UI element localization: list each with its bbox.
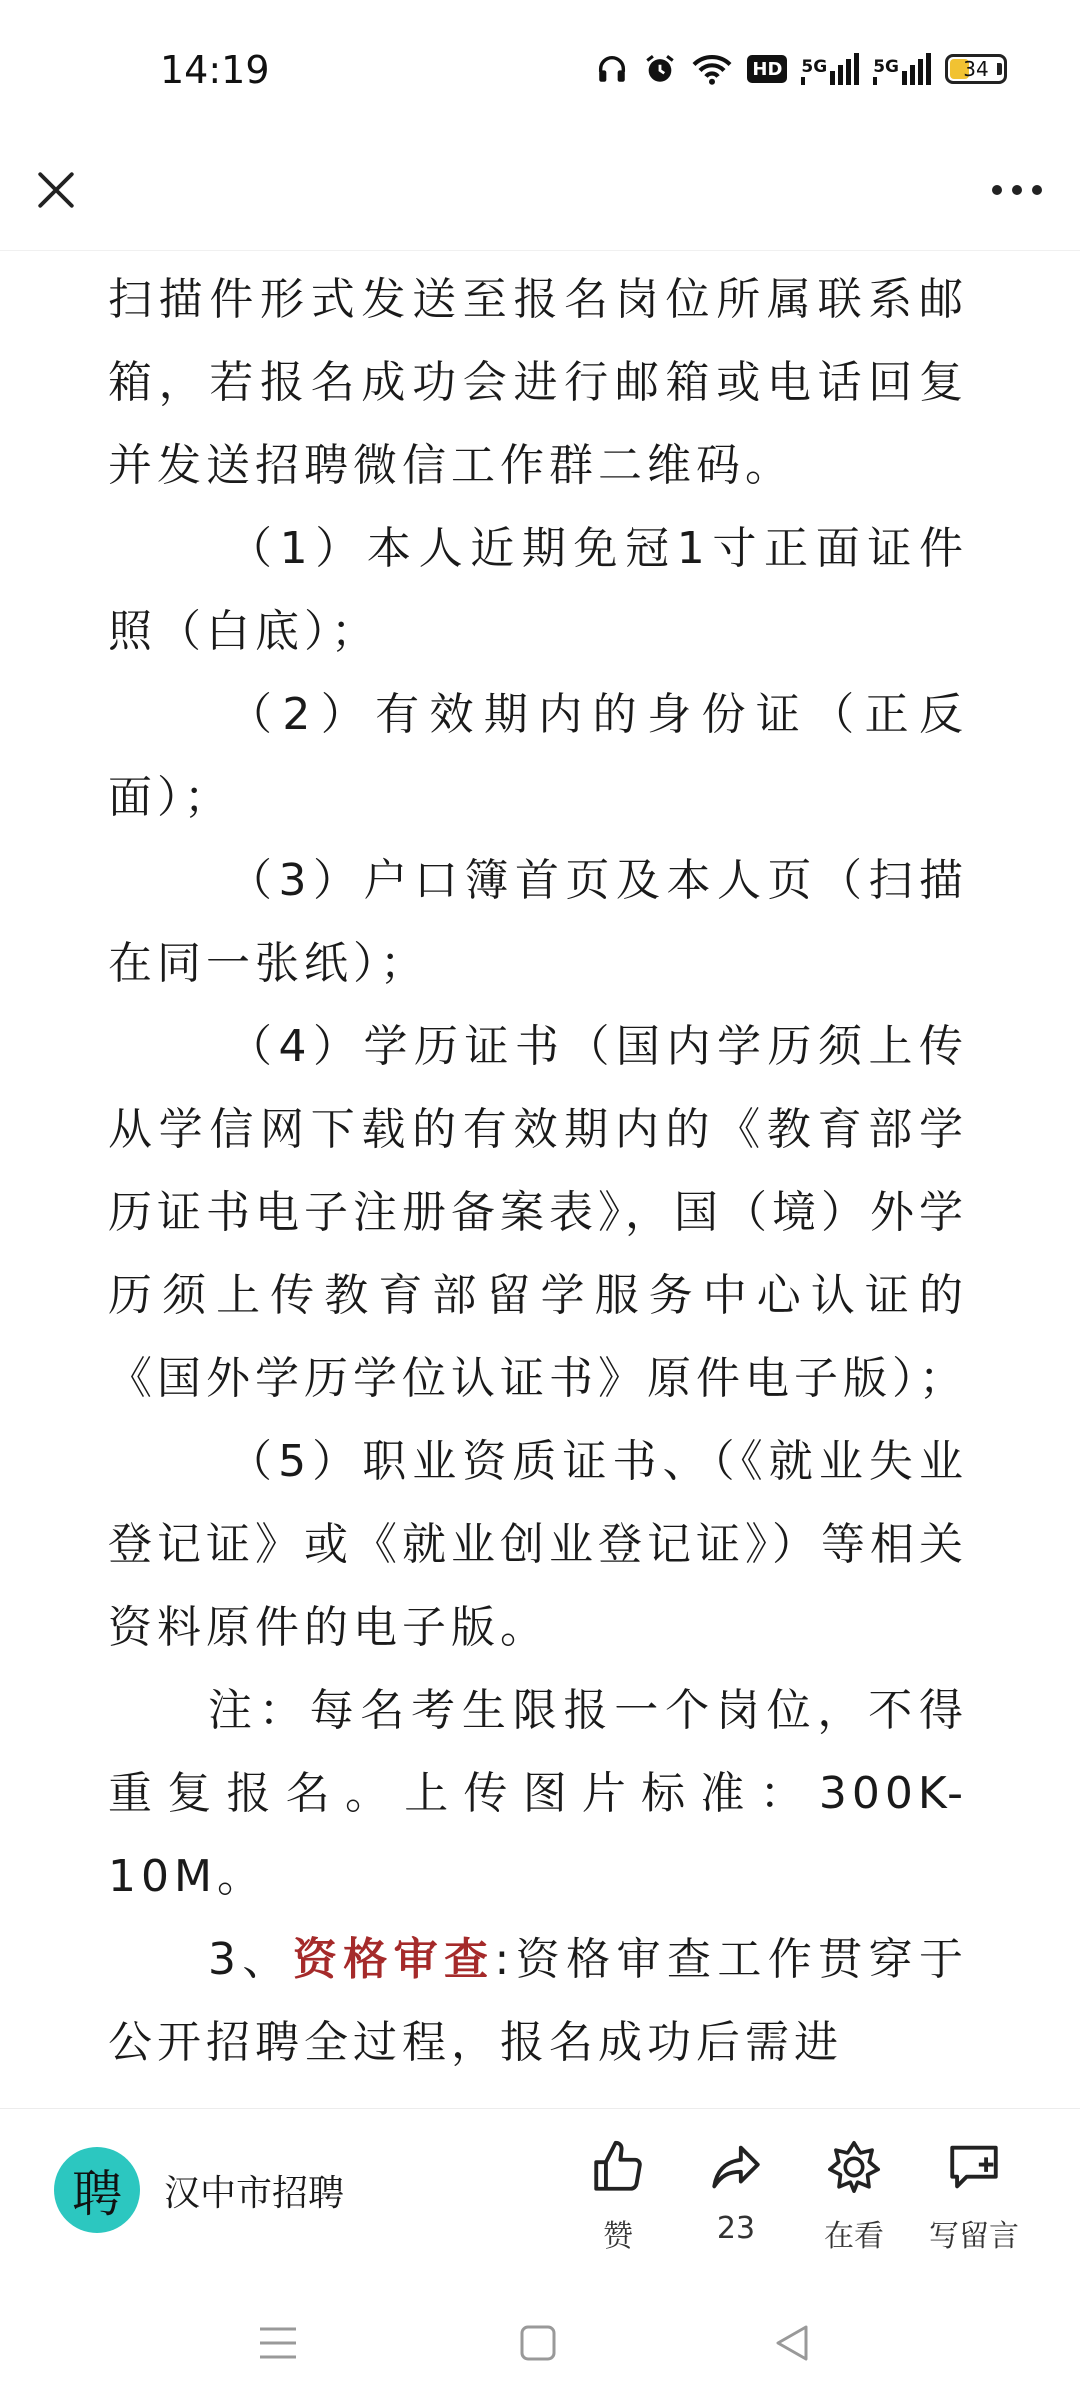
paragraph: （3）户口簿首页及本人页（扫描在同一张纸）；	[108, 855, 968, 989]
section-text: :资格审查工作贯穿于公开招聘全过程，报名成功后需进	[108, 1934, 968, 2068]
more-button[interactable]	[982, 160, 1052, 220]
status-bar	[0, 0, 1080, 140]
more-icon	[990, 183, 1044, 197]
battery	[945, 54, 1007, 84]
alarm-icon	[643, 46, 677, 92]
paragraph-section-3	[108, 1918, 968, 2084]
home-button[interactable]	[508, 2313, 568, 2373]
menu-icon	[258, 2325, 298, 2361]
article-body	[108, 258, 968, 2108]
paragraph: （5）职业资质证书、（《就业失业登记证》或《就业创业登记证》）等相关资料原件的电子版。	[108, 1436, 968, 1653]
status-time: 14:19	[160, 48, 270, 92]
thumbs-up-icon	[589, 2135, 647, 2199]
wow-button[interactable]	[794, 2135, 914, 2255]
paragraph: （2）有效期内的身份证（正反面）；	[108, 689, 968, 823]
paragraph: 扫描件形式发送至报名岗位所属联系邮箱，若报名成功会进行邮箱或电话回复并发送招聘微信工作群二维码。	[108, 274, 968, 491]
section-number: 3、	[208, 1934, 293, 1985]
status-icons	[595, 46, 1002, 92]
paragraph: （1）本人近期免冠1寸正面证件照（白底）；	[108, 523, 968, 657]
paragraph-note: 注：每名考生限报一个岗位，不得重复报名。上传图片标准：300K-10M。	[108, 1685, 968, 1902]
like-button[interactable]	[558, 2135, 678, 2255]
home-icon	[519, 2324, 557, 2362]
battery-level: 34	[963, 57, 989, 81]
top-nav	[0, 140, 1080, 251]
account-name[interactable]: 汉中市招聘	[164, 2172, 345, 2214]
comment-button[interactable]	[914, 2135, 1034, 2255]
network-type-label: 5G	[801, 57, 828, 77]
avatar[interactable]: 聘	[54, 2147, 140, 2233]
comment-icon	[944, 2135, 1004, 2199]
back-icon	[772, 2323, 812, 2363]
account-info[interactable]	[54, 2147, 344, 2233]
like-label: 赞	[603, 2219, 633, 2254]
signal-5g-icon	[801, 46, 859, 92]
section-heading: 资格审查	[292, 1934, 495, 1985]
hd-icon	[747, 46, 787, 92]
share-button[interactable]	[676, 2135, 796, 2246]
wow-label: 在看	[824, 2219, 884, 2254]
comment-label: 写留言	[929, 2219, 1019, 2254]
paragraph: （4）学历证书（国内学历须上传从学信网下载的有效期内的《教育部学历证书电子注册备案表》，国（境）外学历须上传教育部留学服务中心认证的《国外学历学位认证书》原件电子版）；	[108, 1021, 968, 1404]
battery-icon	[945, 46, 1002, 92]
system-nav-bar	[0, 2283, 1080, 2400]
headphones-icon	[595, 46, 629, 92]
wifi-icon	[691, 46, 733, 92]
network-type-label: 5G	[873, 57, 899, 77]
close-button[interactable]	[26, 160, 86, 220]
wow-icon	[825, 2135, 883, 2199]
hd-label: HD	[747, 55, 787, 83]
back-button[interactable]	[762, 2313, 822, 2373]
close-icon	[35, 169, 77, 211]
share-icon	[707, 2135, 765, 2199]
menu-button[interactable]	[248, 2313, 308, 2373]
share-count: 23	[716, 2211, 756, 2246]
signal-5g-icon	[873, 46, 931, 92]
bottom-action-bar	[0, 2108, 1080, 2284]
